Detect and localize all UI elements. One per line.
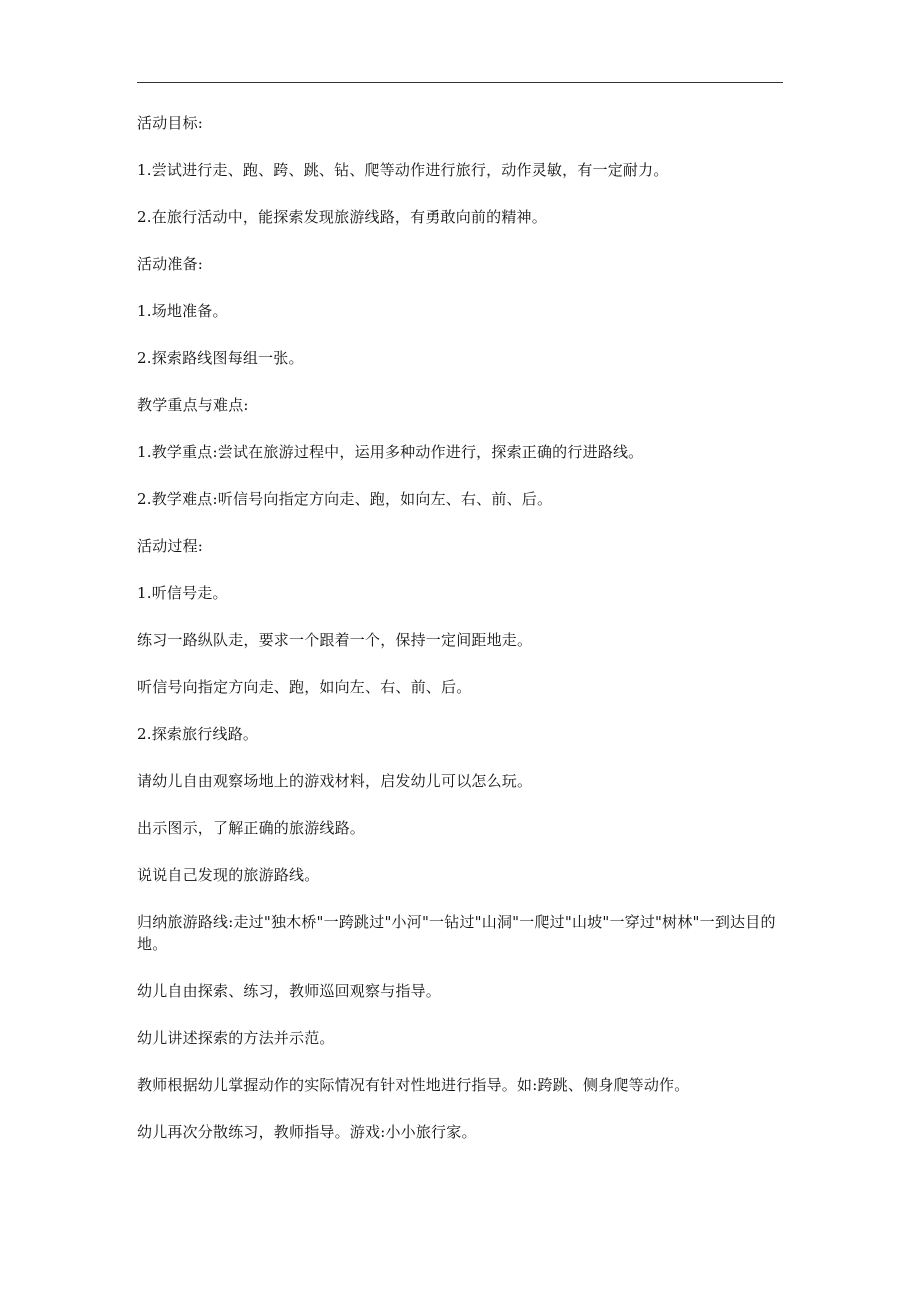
process-paragraph: 说说自己发现的旅游路线。 xyxy=(137,866,320,884)
process-paragraph: 幼儿自由探索、练习，教师巡回观察与指导。 xyxy=(137,982,442,1000)
process-step-2: 2.探索旅行线路。 xyxy=(137,725,259,743)
process-paragraph: 练习一路纵队走，要求一个跟着一个，保持一定间距地走。 xyxy=(137,631,533,649)
goal-item-2: 2.在旅行活动中，能探索发现旅游线路，有勇敢向前的精神。 xyxy=(137,208,547,226)
goal-item-1: 1.尝试进行走、跑、跨、跳、钻、爬等动作进行旅行，动作灵敏，有一定耐力。 xyxy=(137,161,669,179)
section-heading-process: 活动过程: xyxy=(137,537,204,555)
preparation-item-1: 1.场地准备。 xyxy=(137,302,228,320)
process-paragraph: 幼儿讲述探索的方法并示范。 xyxy=(137,1029,335,1047)
process-paragraph: 教师根据幼儿掌握动作的实际情况有针对性地进行指导。如:跨跳、侧身爬等动作。 xyxy=(137,1076,690,1094)
section-heading-goals: 活动目标: xyxy=(137,114,204,132)
process-step-1: 1.听信号走。 xyxy=(137,584,228,602)
section-heading-focus: 教学重点与难点: xyxy=(137,396,249,414)
process-paragraph: 请幼儿自由观察场地上的游戏材料，启发幼儿可以怎么玩。 xyxy=(137,772,533,790)
section-heading-preparation: 活动准备: xyxy=(137,255,204,273)
process-paragraph: 听信号向指定方向走、跑，如向左、右、前、后。 xyxy=(137,678,472,696)
document-body xyxy=(137,112,783,1168)
process-paragraph: 幼儿再次分散练习，教师指导。游戏:小小旅行家。 xyxy=(137,1123,477,1141)
route-summary: 归纳旅游路线:走过"独木桥"一跨跳过"小河"一钻过"山洞"一爬过"山坡"一穿过"树林"一到达目的地。 xyxy=(137,913,776,953)
focus-item-2: 2.教学难点:听信号向指定方向走、跑，如向左、右、前、后。 xyxy=(137,490,553,508)
focus-item-1: 1.教学重点:尝试在旅游过程中，运用多种动作进行，探索正确的行进路线。 xyxy=(137,443,644,461)
process-paragraph: 出示图示，了解正确的旅游线路。 xyxy=(137,819,366,837)
preparation-item-2: 2.探索路线图每组一张。 xyxy=(137,349,304,367)
header-rule xyxy=(137,82,783,83)
